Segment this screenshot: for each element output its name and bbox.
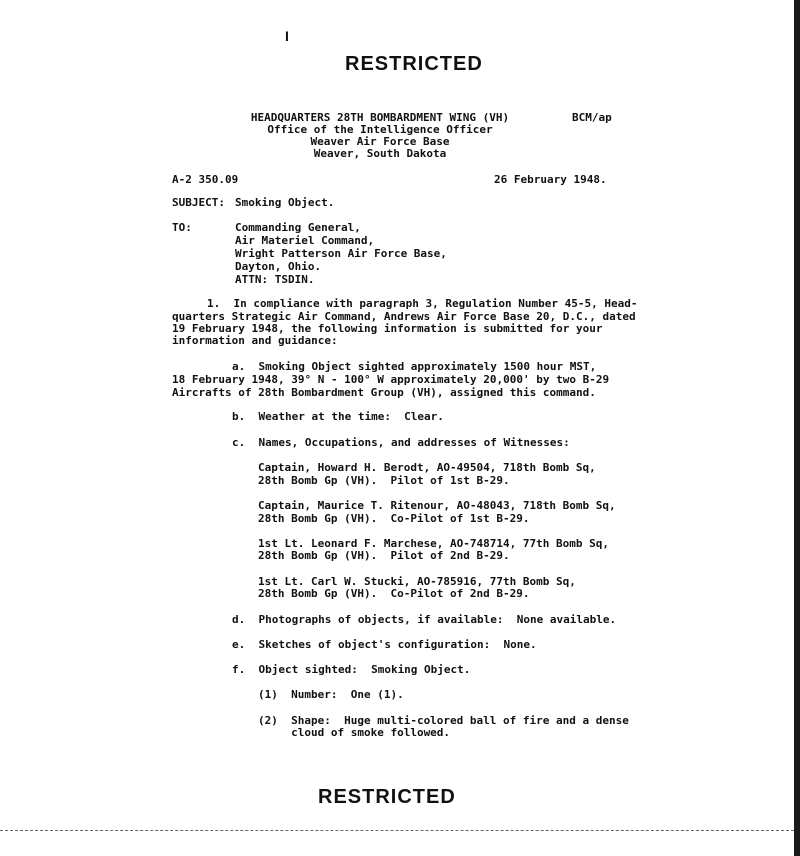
- subject-label: SUBJECT:: [172, 196, 225, 209]
- witness-1-line-2: 28th Bomb Gp (VH). Pilot of 1st B-29.: [258, 474, 510, 487]
- sub-item-1: (1) Number: One (1).: [258, 688, 404, 701]
- to-line-4: Dayton, Ohio.: [235, 260, 322, 273]
- item-a-line-2: 18 February 1948, 39° N - 100° W approximately 20,000' by two B-29: [172, 373, 610, 386]
- witness-4-line-1: 1st Lt. Carl W. Stucki, AO-785916, 77th Bomb Sq,: [258, 575, 576, 588]
- item-a-line-1: a. Smoking Object sighted approximately 1500 hour MST,: [232, 360, 597, 373]
- to-line-1: Commanding General,: [235, 221, 361, 234]
- witness-4-line-2: 28th Bomb Gp (VH). Co-Pilot of 2nd B-29.: [258, 587, 530, 600]
- header-mark: I: [285, 28, 289, 44]
- para1-line-4: information and guidance:: [172, 334, 338, 347]
- witness-2-line-1: Captain, Maurice T. Ritenour, AO-48043, 718th Bomb Sq,: [258, 499, 616, 512]
- letterhead-line-3: Weaver Air Force Base: [310, 135, 450, 148]
- letterhead-line-1: HEADQUARTERS 28TH BOMBARDMENT WING (VH): [250, 111, 510, 124]
- sub-item-2-line-1: (2) Shape: Huge multi-colored ball of fire and a dense: [258, 714, 629, 727]
- letterhead-line-4: Weaver, South Dakota: [313, 147, 447, 160]
- item-f: f. Object sighted: Smoking Object.: [232, 663, 471, 676]
- witness-2-line-2: 28th Bomb Gp (VH). Co-Pilot of 1st B-29.: [258, 512, 530, 525]
- sub-item-2-line-2: cloud of smoke followed.: [258, 726, 451, 739]
- to-line-2: Air Materiel Command,: [235, 234, 375, 247]
- to-line-3: Wright Patterson Air Force Base,: [235, 247, 447, 260]
- item-d: d. Photographs of objects, if available: None available.: [232, 613, 617, 626]
- item-c: c. Names, Occupations, and addresses of Witnesses:: [232, 436, 570, 449]
- witness-3-line-2: 28th Bomb Gp (VH). Pilot of 2nd B-29.: [258, 549, 510, 562]
- restricted-stamp-top: RESTRICTED: [345, 53, 483, 75]
- item-e: e. Sketches of object's configuration: None.: [232, 638, 537, 651]
- subject-text: Smoking Object.: [235, 196, 335, 209]
- scan-edge-line: [0, 830, 794, 831]
- file-number: A-2 350.09: [172, 173, 239, 186]
- witness-3-line-1: 1st Lt. Leonard F. Marchese, AO-748714, 77th Bomb Sq,: [258, 537, 609, 550]
- letterhead-line-2: Office of the Intelligence Officer: [267, 123, 493, 136]
- item-a-line-3: Aircrafts of 28th Bombardment Group (VH), assigned this command.: [172, 386, 596, 399]
- to-line-5: ATTN: TSDIN.: [235, 273, 315, 286]
- to-label: TO:: [172, 221, 192, 234]
- item-b: b. Weather at the time: Clear.: [232, 410, 444, 423]
- witness-1-line-1: Captain, Howard H. Berodt, AO-49504, 718th Bomb Sq,: [258, 461, 596, 474]
- para1-line-2: quarters Strategic Air Command, Andrews Air Force Base 20, D.C., dated: [172, 310, 636, 323]
- restricted-stamp-bottom: RESTRICTED: [318, 786, 456, 808]
- initials: BCM/ap: [572, 111, 612, 124]
- para1-line-3: 19 February 1948, the following information is submitted for your: [172, 322, 603, 335]
- document-date: 26 February 1948.: [494, 173, 607, 186]
- para1-line-1: 1. In compliance with paragraph 3, Regulation Number 45-5, Head-: [207, 297, 638, 310]
